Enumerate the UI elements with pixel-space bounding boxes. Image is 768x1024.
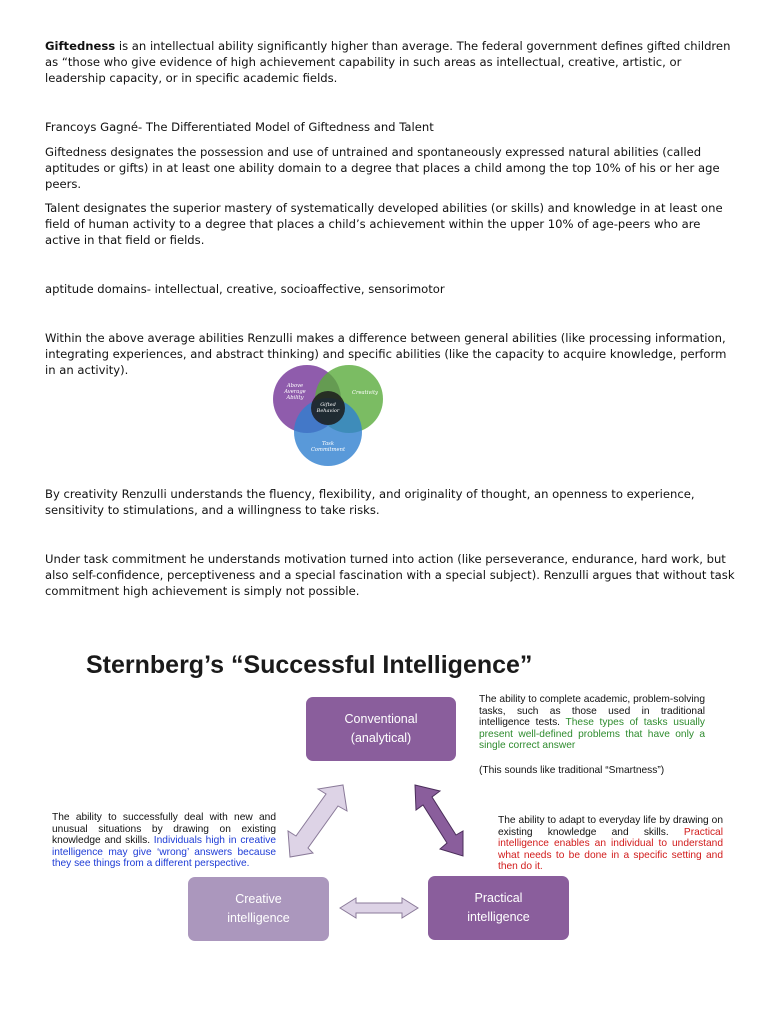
aptitude-domains-line: aptitude domains- intellectual, creative, socioaffective, sensorimotor xyxy=(45,282,445,296)
analytical-smartness-note: (This sounds like traditional “Smartness”) xyxy=(479,765,665,776)
creative-description-highlight: Individuals high in creative intelligence may give ‘wrong’ answers because they see things from a different perspective. xyxy=(52,835,276,869)
venn-label-center-2: Behavior xyxy=(316,408,340,414)
conventional-intelligence-box xyxy=(306,697,456,761)
conventional-sublabel: (analytical) xyxy=(350,731,412,745)
arrow-creative-conventional xyxy=(288,785,347,857)
practical-description-highlight: Practical intelligence enables an individual to understand what needs to be done in a specific setting and then do it. xyxy=(498,826,723,872)
arrow-conventional-practical xyxy=(415,785,463,856)
conventional-label: Conventional xyxy=(344,712,418,726)
giftedness-definition xyxy=(45,38,735,86)
creative-description xyxy=(52,812,276,870)
gagne-talent-paragraph: Talent designates the superior mastery of systematically developed abilities (or skills) and knowledge in at least one field of human activity to a degree that places a child’s achievement within the upper 10% of age-peers who are active in that field or fields. xyxy=(45,201,723,247)
creative-description-main: The ability to successfully deal with new and unusual situations by drawing on existing knowledge and skills. xyxy=(52,812,276,846)
venn-label-ability-2: Average xyxy=(284,389,306,395)
analytical-description xyxy=(479,694,705,752)
sternberg-title: Sternberg’s “Successful Intelligence” xyxy=(86,651,533,679)
venn-label-center-1: Gifted xyxy=(320,402,336,408)
arrow-creative-practical xyxy=(340,898,418,918)
analytical-description-highlight: These types of tasks usually present well-defined problems that have only a single correct answer xyxy=(479,717,705,751)
practical-description xyxy=(498,815,723,873)
creative-label: Creative xyxy=(235,892,282,906)
renzulli-venn-diagram xyxy=(268,363,388,467)
venn-label-ability-1: Above xyxy=(286,383,304,389)
gagne-giftedness-paragraph: Giftedness designates the possession and use of untrained and spontaneously expressed natural abilities (called aptitudes or gifts) in at least one ability domain to a degree that places a child among the top 10% of his or her age peers. xyxy=(45,145,720,191)
creative-intelligence-box xyxy=(188,877,329,941)
venn-label-task-1: Task xyxy=(322,441,334,447)
practical-sublabel: intelligence xyxy=(467,910,530,924)
renzulli-task-commitment-paragraph: Under task commitment he understands motivation turned into action (like perseverance, endurance, hard work, but also self-confidence, perceptiveness and a special fascination with a special subject). Renzulli argues that without task commitment high achievement is simply not possible. xyxy=(45,552,735,598)
venn-label-creativity: Creativity xyxy=(352,390,378,396)
venn-label-ability-3: Ability xyxy=(286,395,304,401)
giftedness-term: Giftedness xyxy=(45,39,116,53)
practical-label: Practical xyxy=(474,891,523,905)
gagne-heading: Francoys Gagné- The Differentiated Model of Giftedness and Talent xyxy=(45,120,434,134)
venn-label-task-2: Commitment xyxy=(310,447,346,453)
renzulli-creativity-paragraph: By creativity Renzulli understands the fluency, flexibility, and originality of thought, an openness to experience, sensitivity to stimulations, and a willingness to take risks. xyxy=(45,487,695,517)
practical-intelligence-box xyxy=(428,876,569,940)
giftedness-definition-text: is an intellectual ability significantly higher than average. The federal government defines gifted children as “those who give evidence of high achievement capability in such areas as intellectual, creative, artistic, or leadership capacity, or in specific academic fields. xyxy=(45,39,731,85)
practical-description-main: The ability to adapt to everyday life by drawing on existing knowledge and skills. xyxy=(498,815,723,838)
analytical-description-main: The ability to complete academic, problem-solving tasks, such as those used in traditional intelligence tests. xyxy=(479,694,705,728)
renzulli-abilities-paragraph: Within the above average abilities Renzulli makes a difference between general abilities (like processing information, integrating experiences, and abstract thinking) and specific abilities (like the capacity to acquire knowledge, perform in an activity). xyxy=(45,331,727,377)
creative-sublabel: intelligence xyxy=(227,911,290,925)
